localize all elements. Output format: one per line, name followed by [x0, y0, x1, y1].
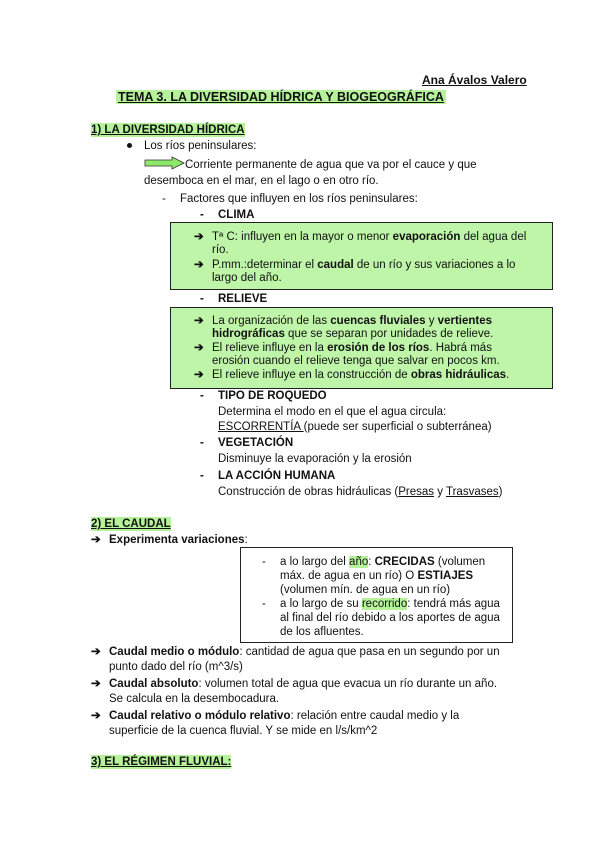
box-ano-post: (volumen — [434, 556, 486, 568]
escorrentia-text: ESCORRENTÍA — [218, 421, 304, 433]
variaciones-item — [91, 533, 248, 547]
relieve-obras-post: . — [506, 369, 510, 381]
clima-item-prec — [194, 258, 515, 272]
caudal-relativo-line2: superficie de la cuenca fluvial. Y se mide en l/s/km^2 — [109, 725, 378, 737]
box-rec-pre: a lo largo de su — [280, 598, 362, 610]
relieve-erosion-bold: erosión de los ríos — [327, 342, 430, 354]
dash-marker: - — [162, 193, 166, 205]
box-ano-pre: a lo largo del — [280, 556, 350, 568]
humana-line1 — [218, 485, 502, 499]
roquedo-line1: Determina el modo en el que el agua circula: — [218, 406, 447, 418]
bullet-dot — [127, 143, 132, 148]
humana-y: y — [434, 486, 446, 498]
caudal-absoluto-bold: Caudal absoluto — [109, 678, 199, 690]
rivers-bullet: Los ríos peninsulares: — [144, 140, 257, 152]
relieve-label — [200, 292, 267, 306]
box-ano-line2-pre: máx. de agua en un río) O — [280, 570, 418, 582]
relieve-item-cuencas-line2 — [212, 327, 493, 341]
arrow-icon: ➔ — [91, 678, 101, 690]
section-3-heading: 3) EL RÉGIMEN FLUVIAL: — [91, 756, 232, 768]
page-title: TEMA 3. LA DIVERSIDAD HÍDRICA Y BIOGEOGRÁFICA — [118, 90, 444, 104]
dash-marker: - — [262, 556, 266, 568]
roquedo-line2-text: (puede ser superficial o subterránea) — [303, 421, 492, 433]
humana-close: ) — [498, 486, 503, 498]
box-item-recorrido-line2: al final del río debido a los aportes de agua — [280, 612, 500, 624]
section-1-heading: 1) LA DIVERSIDAD HÍDRICA — [91, 124, 245, 136]
relieve-cuencas-mid: y — [425, 315, 438, 327]
arrow-icon: ➔ — [194, 231, 204, 243]
roquedo-label — [200, 389, 327, 403]
arrow-icon: ➔ — [194, 259, 204, 271]
relieve-vertientes-bold: vertientes — [437, 315, 493, 327]
relieve-obras-bold: obras hidráulicas — [410, 369, 507, 381]
caudal-relativo-bold: Caudal relativo o módulo relativo — [109, 710, 291, 722]
vegetacion-line1: Disminuye la evaporación y la erosión — [218, 453, 412, 465]
estiajes-bold: ESTIAJES — [417, 570, 474, 582]
presas-text: Presas — [398, 486, 435, 498]
dash-marker: - — [200, 209, 204, 221]
clima-text: CLIMA — [218, 209, 255, 221]
clima-prec-bold: caudal — [317, 259, 354, 271]
relieve-cuencas-text: La organización de las — [212, 315, 331, 327]
humana-text: LA ACCIÓN HUMANA — [218, 470, 336, 482]
caudal-medio-bold: Caudal medio o módulo — [109, 646, 240, 658]
arrow-icon: ➔ — [91, 710, 101, 722]
factors-item — [162, 192, 418, 206]
humana-label — [200, 469, 335, 483]
humana-text-pre: Construcción de obras hidráulicas ( — [218, 486, 399, 498]
vegetacion-label — [200, 436, 293, 450]
dash-marker: - — [200, 437, 204, 449]
variaciones-colon: : — [244, 534, 248, 546]
relieve-item-erosion — [194, 341, 492, 355]
green-arrow-icon — [144, 156, 186, 170]
caudal-medio-item — [91, 645, 500, 659]
box-ano-colon: : — [368, 556, 375, 568]
vegetacion-text: VEGETACIÓN — [218, 437, 294, 449]
clima-temp-post: del agua del — [460, 231, 527, 243]
dash-marker: - — [200, 390, 204, 402]
caudal-relativo-item — [91, 709, 459, 723]
dash-marker: - — [200, 470, 204, 482]
clima-item-temp — [194, 230, 526, 244]
relieve-cuencas-bold: cuencas fluviales — [330, 315, 426, 327]
river-definition-2: desemboca en el mar, en el lago o en otro río. — [144, 175, 379, 187]
box-rec-hl: recorrido — [361, 598, 408, 610]
trasvases-text: Trasvases — [446, 486, 499, 498]
arrow-icon: ➔ — [91, 534, 101, 546]
river-definition-1: Corriente permanente de agua que va por el cauce y que — [185, 159, 477, 171]
caudal-absoluto-text: : volumen total de agua que evacua un río durante un año. — [198, 678, 498, 690]
clima-item-temp-line2: río. — [212, 244, 229, 256]
caudal-medio-line2: punto dado del río (m^3/s) — [109, 661, 243, 673]
relieve-obras-text: El relieve influye en la construcción de — [212, 369, 411, 381]
section-2-heading: 2) EL CAUDAL — [91, 518, 171, 530]
box-item-ano-line2 — [280, 569, 473, 583]
box-item-recorrido — [262, 597, 500, 611]
box-rec-post: : tendrá más agua — [407, 598, 500, 610]
relieve-item-erosion-line2: erosión cuando el relieve tenga que salvar en pocos km. — [212, 355, 500, 367]
author-name: Ana Ávalos Valero — [422, 73, 527, 87]
box-item-recorrido-line3: de los afluentes. — [280, 626, 364, 638]
arrow-icon: ➔ — [91, 646, 101, 658]
relieve-text: RELIEVE — [218, 293, 268, 305]
relieve-hidro-text: que se separan por unidades de relieve. — [284, 328, 494, 340]
caudal-medio-text: : cantidad de agua que pasa en un segundo por un — [239, 646, 500, 658]
caudal-relativo-text: : relación entre caudal medio y la — [290, 710, 460, 722]
variaciones-bold: Experimenta variaciones — [109, 534, 245, 546]
dash-marker: - — [200, 293, 204, 305]
arrow-icon: ➔ — [194, 315, 204, 327]
factors-text: Factores que influyen en los ríos peninsulares: — [180, 193, 418, 205]
clima-prec-post: de un río y sus variaciones a lo — [353, 259, 516, 271]
relieve-erosion-text: El relieve influye en la — [212, 342, 328, 354]
clima-item-prec-line2: largo del año. — [212, 272, 282, 284]
relieve-item-cuencas — [194, 314, 492, 328]
roquedo-text: TIPO DE ROQUEDO — [218, 390, 327, 402]
box-item-ano-line3: (volumen mín. de agua en un río) — [280, 584, 451, 596]
clima-temp-text: Tª C: influyen en la mayor o menor — [212, 231, 393, 243]
crecidas-bold: CRECIDAS — [374, 556, 435, 568]
arrow-icon: ➔ — [194, 369, 204, 381]
clima-label — [200, 208, 254, 222]
relieve-item-obras — [194, 368, 509, 382]
clima-temp-bold: evaporación — [392, 231, 461, 243]
relieve-hidro-bold: hidrográficas — [212, 328, 285, 340]
relieve-erosion-post: . Habrá más — [429, 342, 492, 354]
clima-prec-text: P.mm.:determinar el — [212, 259, 318, 271]
caudal-absoluto-item — [91, 677, 497, 691]
box-item-ano — [262, 555, 485, 569]
caudal-absoluto-line2: Se calcula en la desembocadura. — [109, 693, 280, 705]
box-ano-hl: año — [349, 556, 369, 568]
arrow-icon: ➔ — [194, 342, 204, 354]
dash-marker: - — [262, 598, 266, 610]
roquedo-line2 — [218, 420, 492, 434]
